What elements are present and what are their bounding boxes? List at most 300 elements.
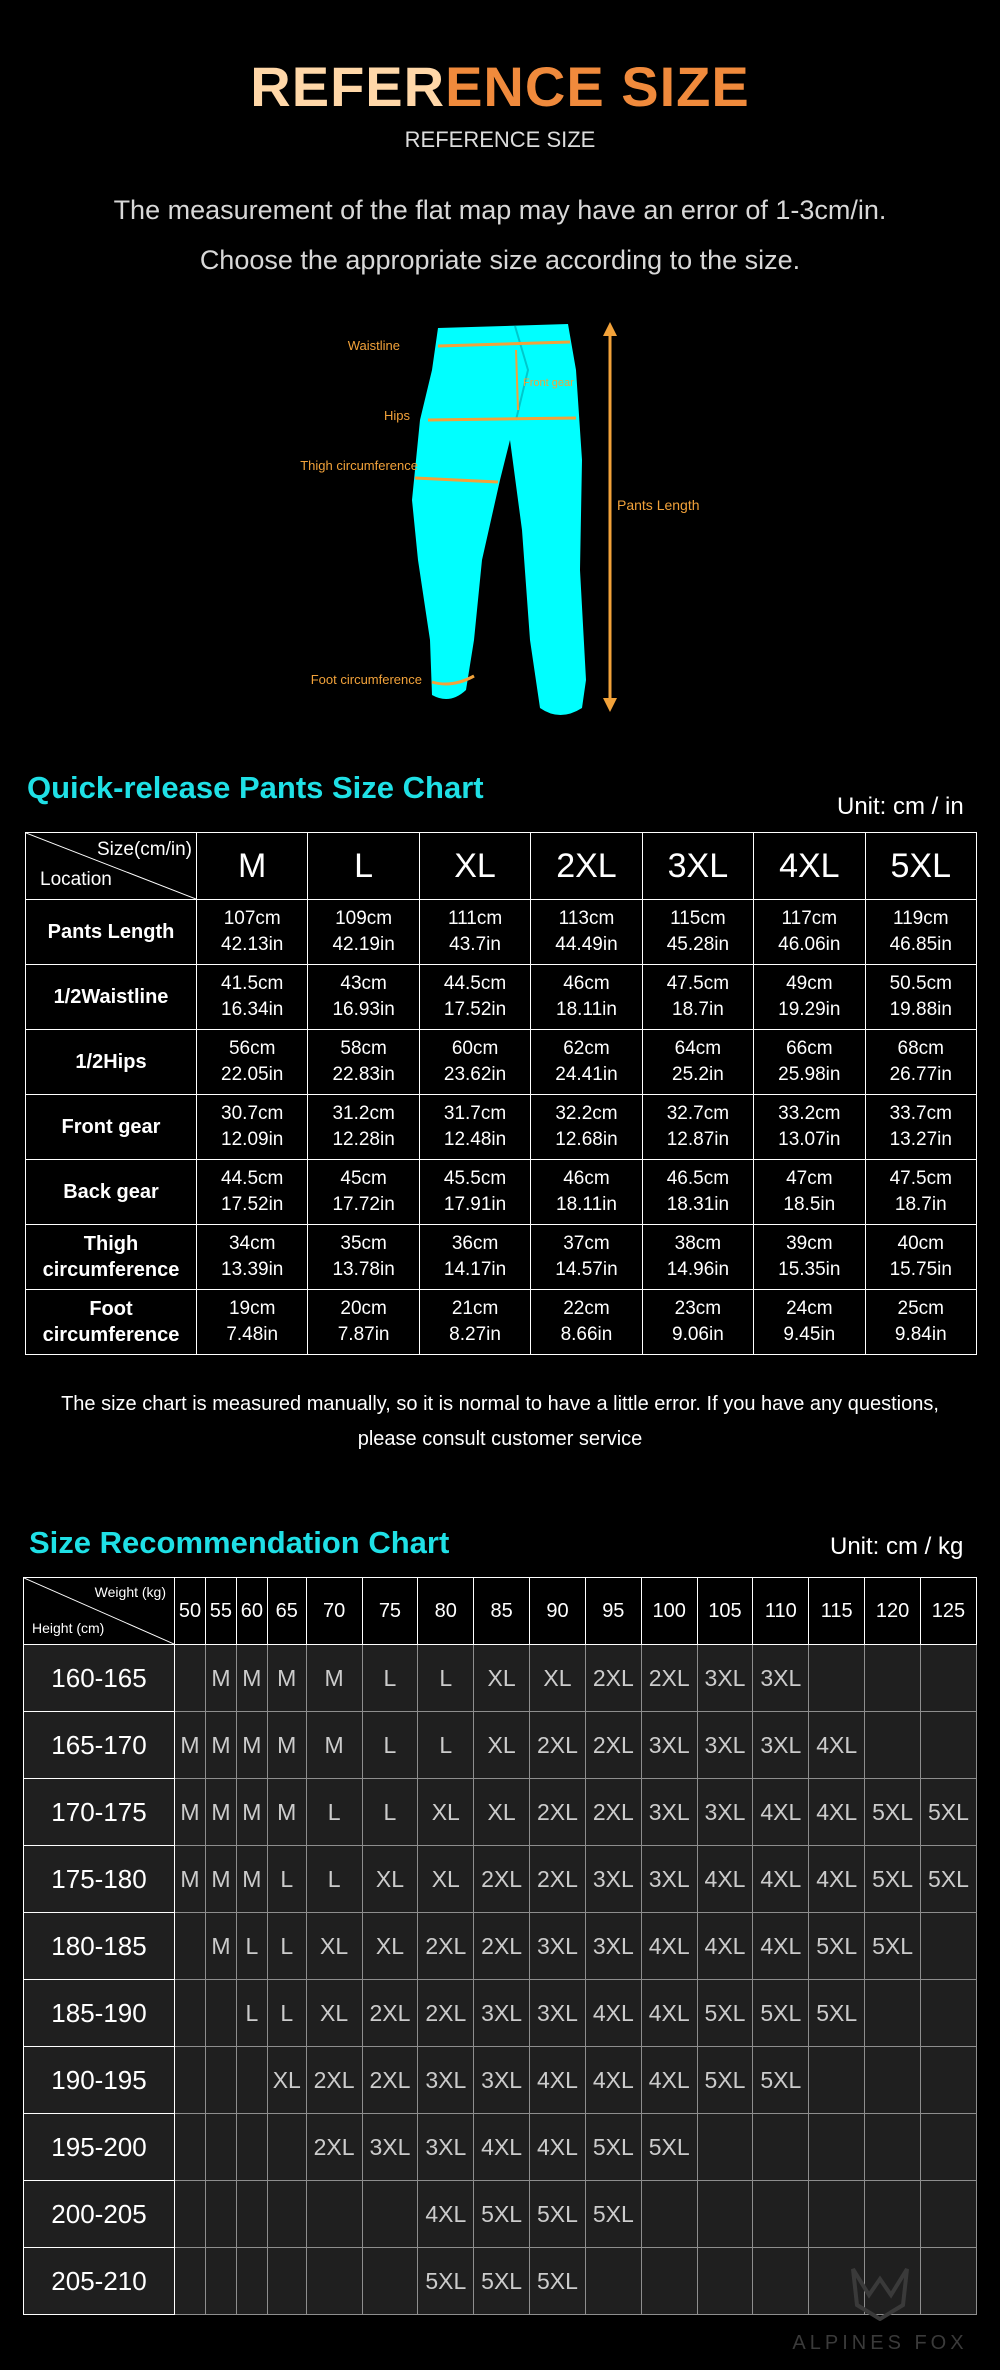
value-in: 14.17in [443,1259,507,1280]
recommended-size-cell [865,1645,921,1712]
value-cm: 36cm [451,1233,499,1254]
recommended-size-cell [809,2114,865,2181]
measurement-cell [531,965,642,1030]
recommended-size-cell: XL [418,1846,474,1913]
recommended-size-cell [865,1712,921,1779]
value-in: 9.45in [783,1324,836,1345]
weight-header: 70 [306,1578,362,1645]
recommended-size-cell: 5XL [474,2248,530,2315]
corner-location-label: Location [40,869,112,890]
recommended-size-cell [362,2181,418,2248]
size-header-m: M [197,833,308,900]
recommended-size-cell [175,2114,206,2181]
weight-header: 110 [753,1578,809,1645]
recommended-size-cell: 5XL [809,1980,865,2047]
recommended-size-cell: 5XL [865,1913,921,1980]
value-cm: 24cm [786,1298,833,1319]
recommendation-row [24,2114,977,2181]
value-cm: 62cm [563,1038,610,1059]
recommended-size-cell [236,2047,267,2114]
value-in: 13.39in [221,1259,284,1280]
value-cm: 46.5cm [666,1168,730,1189]
value-cm: 46cm [563,973,610,994]
value-in: 8.66in [560,1324,613,1345]
size-chart-unit: Unit: cm / in [837,793,964,820]
height-label: 160-165 [24,1645,175,1712]
weight-header: 125 [920,1578,976,1645]
recommended-size-cell: 3XL [585,1846,641,1913]
value-cm: 43cm [340,973,387,994]
value-cm: 40cm [897,1233,944,1254]
value-in: 7.48in [226,1324,279,1345]
value-cm: 56cm [228,1038,276,1059]
recommended-size-cell: 4XL [530,2047,586,2114]
recommended-size-cell [175,1980,206,2047]
recommended-size-cell: 3XL [697,1712,753,1779]
recommended-size-cell: XL [306,1980,362,2047]
recommended-size-cell [205,1980,236,2047]
measurement-cell [197,1095,308,1160]
measurement-cell [642,1225,753,1290]
recommended-size-cell: 3XL [362,2114,418,2181]
recommended-size-cell: L [362,1712,418,1779]
weight-header: 65 [267,1578,306,1645]
size-chart-row [26,1160,977,1225]
value-in: 18.5in [783,1194,836,1215]
value-cm: 115cm [670,908,726,929]
value-cm: 58cm [340,1038,387,1059]
recommended-size-cell: 4XL [809,1779,865,1846]
value-cm: 44.5cm [221,1168,284,1189]
recommended-size-cell: M [306,1712,362,1779]
value-cm: 31.7cm [443,1103,507,1124]
recommended-size-cell: 2XL [362,2047,418,2114]
measurement-cell [754,1095,865,1160]
recommended-size-cell: L [418,1645,474,1712]
recommended-size-cell: 5XL [865,1846,921,1913]
height-label: 175-180 [24,1846,175,1913]
recommended-size-cell: 4XL [809,1712,865,1779]
recommended-size-cell: 5XL [418,2248,474,2315]
recommended-size-cell: 3XL [530,1913,586,1980]
measurement-cell [197,1290,308,1355]
recommended-size-cell: 5XL [920,1779,976,1846]
value-cm: 32.7cm [666,1103,730,1124]
recommended-size-cell: XL [306,1913,362,1980]
value-cm: 45cm [340,1168,387,1189]
value-in: 18.11in [556,999,617,1020]
measurement-cell [308,1225,419,1290]
value-in: 14.57in [555,1259,618,1280]
measurement-cell [642,965,753,1030]
value-in: 9.84in [894,1324,947,1345]
recommended-size-cell: 2XL [585,1645,641,1712]
value-cm: 119cm [892,908,949,929]
recommended-size-cell: XL [530,1645,586,1712]
value-cm: 41.5cm [221,973,284,994]
measurement-cell [308,1160,419,1225]
recommended-size-cell: M [205,1913,236,1980]
recommendation-chart-title: Size Recommendation Chart [29,1525,450,1560]
recommended-size-cell [865,2114,921,2181]
recommendation-row [24,1645,977,1712]
measurement-cell [419,1225,530,1290]
value-cm: 34cm [228,1233,276,1254]
weight-header: 90 [530,1578,586,1645]
value-cm: 25cm [897,1298,944,1319]
value-cm: 46cm [563,1168,610,1189]
value-cm: 117cm [781,908,838,929]
recommended-size-cell [865,2181,921,2248]
front-gear-label: Front gear [523,377,574,389]
value-in: 22.05in [221,1064,284,1085]
recommendation-table [23,1577,977,2315]
recommended-size-cell [236,2248,267,2315]
recommended-size-cell [175,1645,206,1712]
recommended-size-cell: 5XL [641,2114,697,2181]
value-cm: 32.2cm [555,1103,618,1124]
measurement-cell [308,1030,419,1095]
recommended-size-cell: M [205,1712,236,1779]
measurement-cell [865,1095,976,1160]
value-in: 18.31in [666,1194,730,1215]
page-subtitle: REFERENCE SIZE [404,127,596,152]
measurement-cell [754,900,865,965]
corner-height-label: Height (cm) [32,1620,105,1636]
value-in: 17.52in [221,1194,284,1215]
recommended-size-cell: 3XL [641,1846,697,1913]
hips-measure-line [428,418,576,420]
value-cm: 111cm [447,908,503,929]
value-in: 42.13in [221,934,284,955]
measurement-cell [865,900,976,965]
value-in: 43.7in [449,934,501,955]
value-in: 13.27in [889,1129,952,1150]
value-in: 44.49in [555,934,618,955]
recommended-size-cell: 2XL [306,2047,362,2114]
measurement-cell [865,1160,976,1225]
measurement-cell [419,1160,530,1225]
weight-header: 60 [236,1578,267,1645]
recommended-size-cell: 2XL [530,1712,586,1779]
size-chart-row [26,1095,977,1160]
recommended-size-cell: XL [418,1779,474,1846]
recommended-size-cell: 4XL [418,2181,474,2248]
recommended-size-cell: 3XL [697,1779,753,1846]
measurement-label: Pants Length [26,900,197,965]
recommended-size-cell: 4XL [753,1779,809,1846]
recommendation-row [24,2181,977,2248]
recommended-size-cell: 5XL [474,2181,530,2248]
recommended-size-cell [205,2248,236,2315]
recommended-size-cell: 3XL [753,1712,809,1779]
value-cm: 38cm [674,1233,722,1254]
measurement-cell [531,1290,642,1355]
recommended-size-cell: 4XL [641,1980,697,2047]
value-in: 46.06in [778,934,841,955]
recommended-size-cell: M [267,1645,306,1712]
measurement-cell [531,900,642,965]
recommended-size-cell: 2XL [585,1779,641,1846]
measurement-label: 1/2Hips [26,1030,197,1095]
recommended-size-cell: 4XL [474,2114,530,2181]
value-in: 46.85in [889,934,952,955]
measurement-label: Back gear [26,1160,197,1225]
weight-header: 105 [697,1578,753,1645]
weight-header: 115 [809,1578,865,1645]
measurement-cell [642,1095,753,1160]
recommended-size-cell: 2XL [362,1980,418,2047]
measurement-label: Front gear [26,1095,197,1160]
value-cm: 109cm [335,908,393,929]
size-chart-row [26,1225,977,1290]
measurement-cell [754,1225,865,1290]
recommended-size-cell: XL [362,1913,418,1980]
recommended-size-cell [920,1712,976,1779]
recommended-size-cell: M [175,1712,206,1779]
recommended-size-cell: 3XL [697,1645,753,1712]
value-in: 22.83in [332,1064,395,1085]
value-cm: 22cm [563,1298,610,1319]
value-in: 45.28in [666,934,730,955]
value-cm: 45.5cm [443,1168,507,1189]
measurement-cell [531,1225,642,1290]
recommended-size-cell: 4XL [530,2114,586,2181]
measurement-cell [197,1160,308,1225]
value-cm: 33.2cm [778,1103,841,1124]
recommended-size-cell: 3XL [641,1712,697,1779]
measurement-label: Foot circumference [26,1290,197,1355]
value-cm: 107cm [223,908,281,929]
value-in: 42.19in [332,934,395,955]
height-label: 190-195 [24,2047,175,2114]
recommended-size-cell: 4XL [641,2047,697,2114]
value-in: 12.28in [332,1129,395,1150]
recommended-size-cell [697,2114,753,2181]
weight-header: 100 [641,1578,697,1645]
value-in: 19.88in [889,999,952,1020]
value-cm: 49cm [786,973,833,994]
recommended-size-cell: 2XL [530,1779,586,1846]
measurement-cell [419,1290,530,1355]
recommended-size-cell: 4XL [753,1846,809,1913]
recommended-size-cell [236,2114,267,2181]
recommended-size-cell: L [306,1779,362,1846]
value-cm: 44.5cm [443,973,507,994]
recommended-size-cell: M [205,1645,236,1712]
recommended-size-cell: 5XL [585,2181,641,2248]
recommended-size-cell: 3XL [585,1913,641,1980]
recommended-size-cell: 2XL [306,2114,362,2181]
recommendation-row [24,2047,977,2114]
measurement-cell [754,1290,865,1355]
recommended-size-cell [865,2047,921,2114]
recommended-size-cell [641,2248,697,2315]
recommended-size-cell [236,2181,267,2248]
recommended-size-cell [753,2181,809,2248]
recommended-size-cell: 3XL [530,1980,586,2047]
recommended-size-cell: 5XL [530,2181,586,2248]
recommended-size-cell: M [205,1846,236,1913]
recommended-size-cell [920,1913,976,1980]
measurement-cell [754,1160,865,1225]
measurement-cell [531,1030,642,1095]
value-cm: 19cm [228,1298,276,1319]
recommended-size-cell [267,2248,306,2315]
size-chart-header-row [26,833,977,900]
measurement-cell [419,1095,530,1160]
measurement-cell [865,965,976,1030]
value-in: 24.41in [555,1064,618,1085]
weight-header: 95 [585,1578,641,1645]
brand-name: ALPINES FOX [792,2332,968,2354]
recommendation-header-row [24,1578,977,1645]
value-in: 12.68in [555,1129,618,1150]
recommended-size-cell [865,1980,921,2047]
recommended-size-cell: 4XL [697,1913,753,1980]
arrow-down-icon [603,698,617,712]
value-cm: 60cm [451,1038,499,1059]
size-chart-corner-cell [26,833,197,900]
recommended-size-cell [267,2114,306,2181]
height-label: 185-190 [24,1980,175,2047]
hips-label: Hips [383,408,410,423]
title-part-2: ENCE SIZE [445,55,750,118]
recommended-size-cell [697,2248,753,2315]
weight-header: 50 [175,1578,206,1645]
value-in: 12.09in [221,1129,284,1150]
recommended-size-cell: XL [267,2047,306,2114]
weight-header: 55 [205,1578,236,1645]
measurement-cell [531,1160,642,1225]
recommended-size-cell [205,2181,236,2248]
recommended-size-cell: 2XL [641,1645,697,1712]
recommended-size-cell [267,2181,306,2248]
weight-header: 85 [474,1578,530,1645]
value-in: 17.91in [443,1194,507,1215]
size-chart-footnote [0,1387,1000,1457]
size-header-l: L [308,833,419,900]
value-in: 12.87in [666,1129,730,1150]
recommended-size-cell: 5XL [753,2047,809,2114]
recommended-size-cell [175,1913,206,1980]
recommended-size-cell: L [362,1645,418,1712]
measurement-cell [197,900,308,965]
recommended-size-cell [641,2181,697,2248]
recommended-size-cell: 5XL [865,1779,921,1846]
recommended-size-cell: 5XL [585,2114,641,2181]
fox-logo-icon [845,2265,915,2321]
value-cm: 23cm [674,1298,722,1319]
recommended-size-cell: M [236,1645,267,1712]
recommended-size-cell: 4XL [753,1913,809,1980]
recommended-size-cell [205,2047,236,2114]
value-in: 7.87in [337,1324,390,1345]
title-part-1: REFER [250,55,446,118]
value-in: 25.2in [672,1064,724,1085]
height-label: 170-175 [24,1779,175,1846]
value-in: 8.27in [449,1324,501,1345]
recommended-size-cell [205,2114,236,2181]
recommended-size-cell: 2XL [585,1712,641,1779]
value-in: 14.96in [666,1259,730,1280]
value-cm: 50.5cm [889,973,952,994]
measurement-label: Thigh circumference [26,1225,197,1290]
recommended-size-cell: M [175,1846,206,1913]
value-in: 18.7in [894,1194,947,1215]
recommendation-row [24,1779,977,1846]
value-cm: 20cm [340,1298,387,1319]
recommended-size-cell: L [267,1980,306,2047]
recommended-size-cell: L [267,1913,306,1980]
measurement-label: 1/2Waistline [26,965,197,1030]
recommended-size-cell: 4XL [585,2047,641,2114]
weight-header: 75 [362,1578,418,1645]
value-cm: 47cm [786,1168,833,1189]
measurement-cell [642,1160,753,1225]
recommended-size-cell: 4XL [585,1980,641,2047]
recommended-size-cell: 2XL [474,1846,530,1913]
recommended-size-cell: 4XL [697,1846,753,1913]
recommended-size-cell [697,2181,753,2248]
recommended-size-cell: 3XL [474,2047,530,2114]
size-chart-title: Quick-release Pants Size Chart [27,770,484,805]
recommended-size-cell [920,1645,976,1712]
measurement-cell [642,900,753,965]
measurement-cell [419,965,530,1030]
page-title [0,55,1000,119]
recommendation-row [24,1712,977,1779]
recommendation-chart-unit: Unit: cm / kg [830,1533,964,1560]
value-in: 13.78in [332,1259,395,1280]
measurement-cell [308,900,419,965]
size-header-4xl: 4XL [754,833,865,900]
recommended-size-cell: 5XL [697,2047,753,2114]
value-cm: 21cm [451,1298,499,1319]
recommended-size-cell: 2XL [418,1980,474,2047]
waistline-label: Waistline [347,338,400,353]
value-in: 9.06in [672,1324,724,1345]
value-in: 13.07in [778,1129,841,1150]
value-cm: 47.5cm [889,1168,952,1189]
height-label: 200-205 [24,2181,175,2248]
recommendation-row [24,1913,977,1980]
value-in: 15.75in [889,1259,952,1280]
size-chart-row [26,1030,977,1095]
value-in: 17.52in [443,999,507,1020]
recommended-size-cell [920,1980,976,2047]
recommended-size-cell [920,2114,976,2181]
weight-header: 120 [865,1578,921,1645]
recommended-size-cell: 3XL [418,2114,474,2181]
recommended-size-cell: 3XL [753,1645,809,1712]
measurement-cell [308,1290,419,1355]
recommended-size-cell [920,2181,976,2248]
recommended-size-cell: 5XL [920,1846,976,1913]
corner-weight-label: Weight (kg) [94,1584,166,1600]
corner-size-label: Size(cm/in) [96,839,192,860]
recommended-size-cell: M [175,1779,206,1846]
recommended-size-cell: 5XL [530,2248,586,2315]
size-header-xl: XL [419,833,530,900]
measurement-cell [419,1030,530,1095]
value-cm: 68cm [897,1038,944,1059]
recommended-size-cell: XL [474,1645,530,1712]
recommended-size-cell: L [236,1913,267,1980]
measurement-cell [754,965,865,1030]
value-in: 26.77in [889,1064,952,1085]
height-label: 205-210 [24,2248,175,2315]
